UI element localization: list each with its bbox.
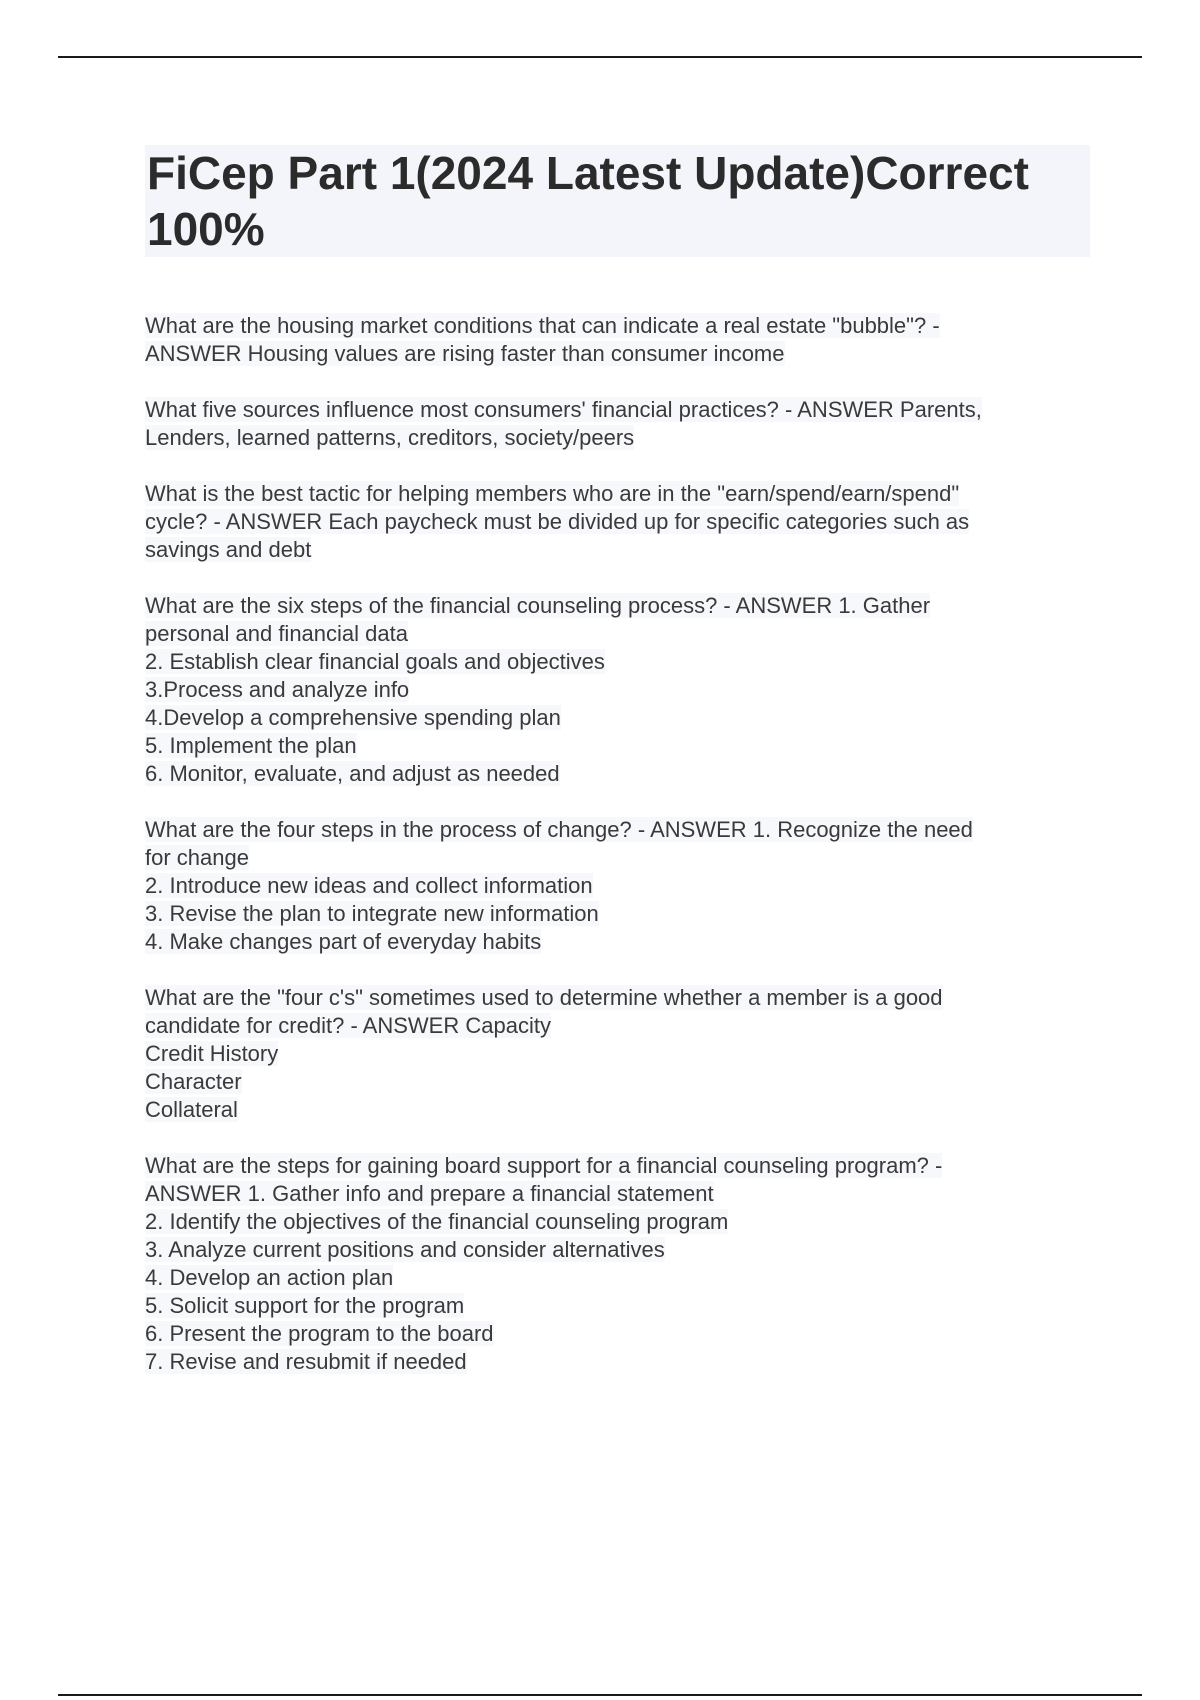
qa-list: [145, 312, 1090, 1376]
qa-line-text: 5. Implement the plan: [145, 733, 357, 758]
qa-line: [145, 816, 1090, 844]
qa-line: [145, 1348, 1090, 1376]
qa-item: [145, 592, 1090, 788]
qa-line: [145, 704, 1090, 732]
qa-line-text: What five sources influence most consumers' financial practices? - ANSWER Parents,: [145, 397, 982, 422]
title-line: 100%: [147, 203, 265, 255]
qa-line-text: 7. Revise and resubmit if needed: [145, 1349, 467, 1374]
qa-line: [145, 984, 1090, 1012]
qa-line-text: 4.Develop a comprehensive spending plan: [145, 705, 561, 730]
qa-item: [145, 396, 1090, 452]
qa-line: [145, 1264, 1090, 1292]
qa-line-text: 4. Develop an action plan: [145, 1265, 394, 1290]
qa-line-text: 5. Solicit support for the program: [145, 1293, 465, 1318]
qa-line-text: personal and financial data: [145, 621, 408, 646]
qa-line-text: What are the steps for gaining board support for a financial counseling program? -: [145, 1153, 943, 1178]
qa-line: [145, 1152, 1090, 1180]
qa-line-text: 3. Revise the plan to integrate new information: [145, 901, 599, 926]
qa-line: [145, 760, 1090, 788]
qa-line: [145, 844, 1090, 872]
qa-line-text: 3.Process and analyze info: [145, 677, 410, 702]
qa-line-text: for change: [145, 845, 249, 870]
qa-line: [145, 900, 1090, 928]
qa-line-text: 3. Analyze current positions and consider alternatives: [145, 1237, 665, 1262]
qa-line-text: Character: [145, 1069, 242, 1094]
qa-line: [145, 1236, 1090, 1264]
qa-line-text: What is the best tactic for helping members who are in the "earn/spend/earn/spend": [145, 481, 960, 506]
qa-line: [145, 648, 1090, 676]
qa-line-text: 2. Introduce new ideas and collect information: [145, 873, 593, 898]
top-divider: [58, 56, 1142, 58]
qa-line: [145, 536, 1090, 564]
qa-line: [145, 424, 1090, 452]
qa-line: [145, 508, 1090, 536]
qa-line-text: 6. Present the program to the board: [145, 1321, 494, 1346]
qa-line: [145, 1068, 1090, 1096]
qa-line-text: savings and debt: [145, 537, 312, 562]
qa-line-text: What are the housing market conditions that can indicate a real estate "bubble"? -: [145, 313, 940, 338]
qa-item: [145, 816, 1090, 956]
qa-line-text: ANSWER Housing values are rising faster than consumer income: [145, 341, 785, 366]
qa-line-text: cycle? - ANSWER Each paycheck must be divided up for specific categories such as: [145, 509, 970, 534]
qa-item: [145, 312, 1090, 368]
qa-line-text: What are the six steps of the financial counseling process? - ANSWER 1. Gather: [145, 593, 931, 618]
qa-line-text: Lenders, learned patterns, creditors, society/peers: [145, 425, 635, 450]
qa-line: [145, 872, 1090, 900]
qa-line: [145, 1292, 1090, 1320]
qa-line: [145, 1208, 1090, 1236]
qa-line: [145, 1040, 1090, 1068]
qa-line-text: 4. Make changes part of everyday habits: [145, 929, 542, 954]
bottom-divider: [58, 1694, 1142, 1696]
qa-line: [145, 928, 1090, 956]
qa-line: [145, 1180, 1090, 1208]
qa-line: [145, 620, 1090, 648]
qa-line-text: 6. Monitor, evaluate, and adjust as needed: [145, 761, 560, 786]
qa-line: [145, 340, 1090, 368]
qa-line: [145, 1320, 1090, 1348]
document-body: [145, 145, 1090, 1404]
qa-line-text: 2. Identify the objectives of the financial counseling program: [145, 1209, 729, 1234]
qa-line: [145, 1096, 1090, 1124]
qa-line: [145, 396, 1090, 424]
qa-line-text: Collateral: [145, 1097, 238, 1122]
title-line: FiCep Part 1(2024 Latest Update)Correct: [147, 147, 1029, 199]
qa-line-text: Credit History: [145, 1041, 279, 1066]
qa-line-text: 2. Establish clear financial goals and objectives: [145, 649, 605, 674]
qa-line-text: What are the four steps in the process of change? - ANSWER 1. Recognize the need: [145, 817, 973, 842]
qa-line: [145, 312, 1090, 340]
qa-item: [145, 984, 1090, 1124]
qa-line: [145, 676, 1090, 704]
qa-line-text: What are the "four c's" sometimes used to determine whether a member is a good: [145, 985, 943, 1010]
qa-line: [145, 480, 1090, 508]
qa-line: [145, 732, 1090, 760]
qa-line: [145, 1012, 1090, 1040]
qa-item: [145, 1152, 1090, 1376]
qa-item: [145, 480, 1090, 564]
document-title: [145, 145, 1090, 257]
qa-line-text: ANSWER 1. Gather info and prepare a financial statement: [145, 1181, 714, 1206]
qa-line-text: candidate for credit? - ANSWER Capacity: [145, 1013, 551, 1038]
qa-line: [145, 592, 1090, 620]
